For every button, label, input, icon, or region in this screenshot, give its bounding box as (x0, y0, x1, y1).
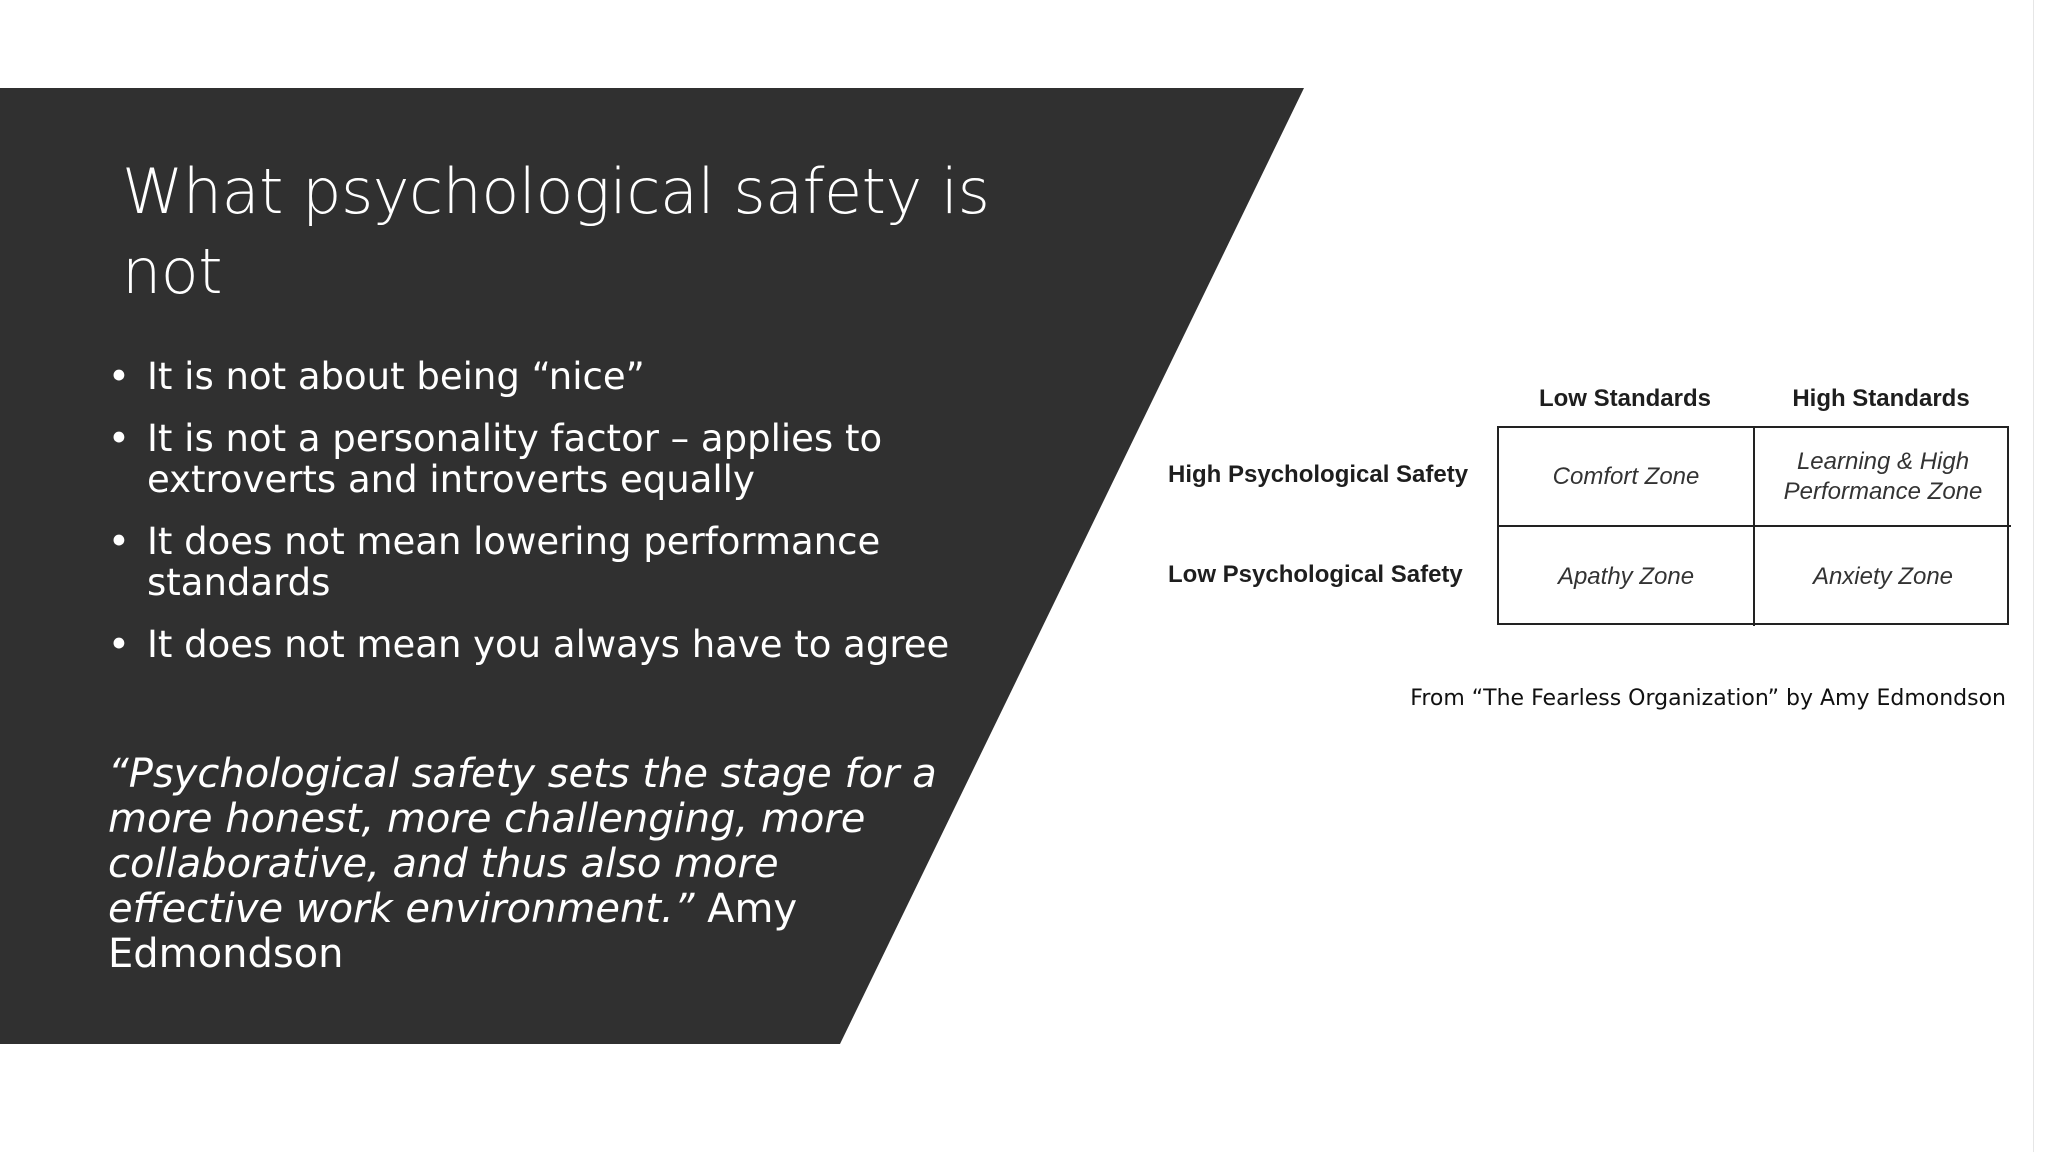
row-header-low-psychological-safety: Low Psychological Safety (1168, 561, 1463, 588)
cell-apathy-zone: Apathy Zone (1499, 527, 1755, 626)
bullet-item (108, 521, 968, 603)
matrix-grid (1497, 426, 2009, 625)
edmondson-quote (108, 752, 948, 977)
bullet-text: It is not a personality factor – applies to extroverts and introverts equally (147, 417, 883, 501)
bullet-dot: • (108, 623, 130, 666)
bullet-text: It does not mean you always have to agree (147, 623, 950, 666)
matrix-source-caption: From “The Fearless Organization” by Amy Edmondson (1410, 686, 2006, 711)
slide-title: What psychological safety is not (122, 155, 990, 308)
bullet-list (108, 356, 968, 686)
bullet-text: It does not mean lowering performance standards (147, 520, 881, 604)
column-header-high-standards: High Standards (1792, 385, 1970, 412)
row-header-high-psychological-safety: High Psychological Safety (1168, 461, 1469, 488)
cell-comfort-zone: Comfort Zone (1499, 428, 1755, 527)
quote-author: Amy Edmondson (108, 886, 798, 977)
cell-anxiety-zone: Anxiety Zone (1812, 562, 1954, 590)
bullet-dot: • (108, 520, 130, 563)
bullet-dot: • (108, 417, 130, 460)
bullet-item (108, 624, 968, 665)
cell-learning-high-performance-zone: Learning & High Performance Zone (1755, 428, 2011, 527)
column-header-low-standards: Low Standards (1538, 385, 1712, 412)
bullet-item (108, 356, 968, 397)
bullet-dot: • (108, 355, 130, 398)
bullet-text: It is not about being “nice” (147, 355, 645, 398)
bullet-item (108, 418, 968, 500)
quote-text: “Psychological safety sets the stage for a more honest, more challenging, more collaborative, and thus also more effective work environment.” (108, 751, 937, 932)
